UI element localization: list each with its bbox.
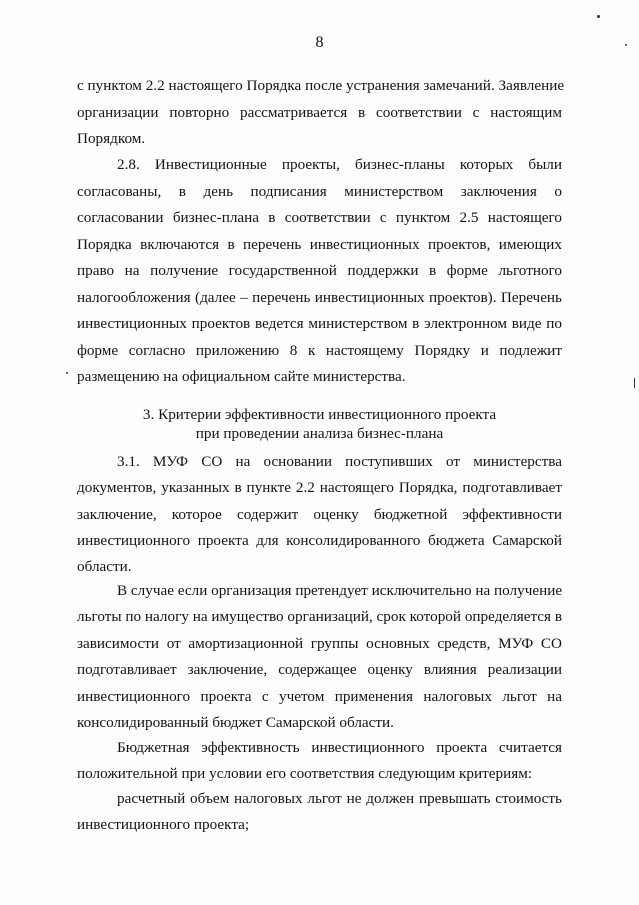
text-line: положительной при условии его соответствия следующим критериям: — [77, 765, 533, 782]
text-line: заключение, которое содержит оценку бюджетной эффективности — [77, 506, 562, 523]
scan-speck — [597, 15, 600, 18]
text-line: согласованы, в день подписания министерством заключения о — [77, 183, 562, 200]
text-line: области. — [77, 558, 132, 575]
text-line: инвестиционных проектов ведется министерством в электронном виде по — [77, 315, 562, 332]
text-line: расчетный объем налоговых льгот не должен превышать стоимость — [117, 790, 562, 807]
text-line: согласовании бизнес-плана в соответствии с пунктом 2.5 настоящего — [77, 209, 562, 226]
section-heading-line2: при проведении анализа бизнес-плана — [195, 425, 444, 442]
text-line: форме согласно приложению 8 к настоящему Порядку и подлежит — [77, 342, 562, 359]
text-line: Бюджетная эффективность инвестиционного проекта считается — [117, 739, 562, 756]
text-line: Порядка включаются в перечень инвестиционных проектов, имеющих — [77, 236, 562, 253]
text-line: инвестиционного проекта с учетом применения налоговых льгот на — [77, 688, 562, 705]
page-number: 8 — [315, 34, 324, 51]
text-line: право на получение государственной поддержки в форме льготного — [77, 262, 562, 279]
text-line: документов, указанных в пункте 2.2 настоящего Порядка, подготавливает — [77, 479, 562, 496]
scan-speck — [66, 372, 68, 374]
text-line: зависимости от амортизационной группы основных средств, МУФ СО — [77, 635, 562, 652]
text-line: В случае если организация претендует исключительно на получение — [117, 582, 563, 599]
text-line: подготавливает заключение, содержащее оценку влияния реализации — [77, 661, 562, 678]
text-line: консолидированный бюджет Самарской области. — [77, 714, 394, 731]
text-line: 3.1. МУФ СО на основании поступивших от министерства — [117, 453, 562, 470]
text-line: с пунктом 2.2 настоящего Порядка после устранения замечаний. Заявление — [77, 77, 565, 94]
text-line: организации повторно рассматривается в соответствии с настоящим — [77, 104, 562, 121]
text-line: инвестиционного проекта; — [77, 816, 250, 833]
text-line: Порядком. — [77, 130, 146, 147]
text-line: налогообложения (далее – перечень инвестиционных проектов). Перечень — [77, 289, 562, 306]
text-line: льготы по налогу на имущество организаций, срок которой определяется в — [77, 608, 562, 625]
text-line: 2.8. Инвестиционные проекты, бизнес-планы которых были — [117, 156, 562, 173]
scan-speck — [634, 378, 635, 388]
text-line: инвестиционного проекта для консолидированного бюджета Самарской — [77, 532, 562, 549]
text-line: размещению на официальном сайте министерства. — [77, 368, 406, 385]
section-heading-line1: 3. Критерии эффективности инвестиционного проекта — [142, 406, 497, 423]
